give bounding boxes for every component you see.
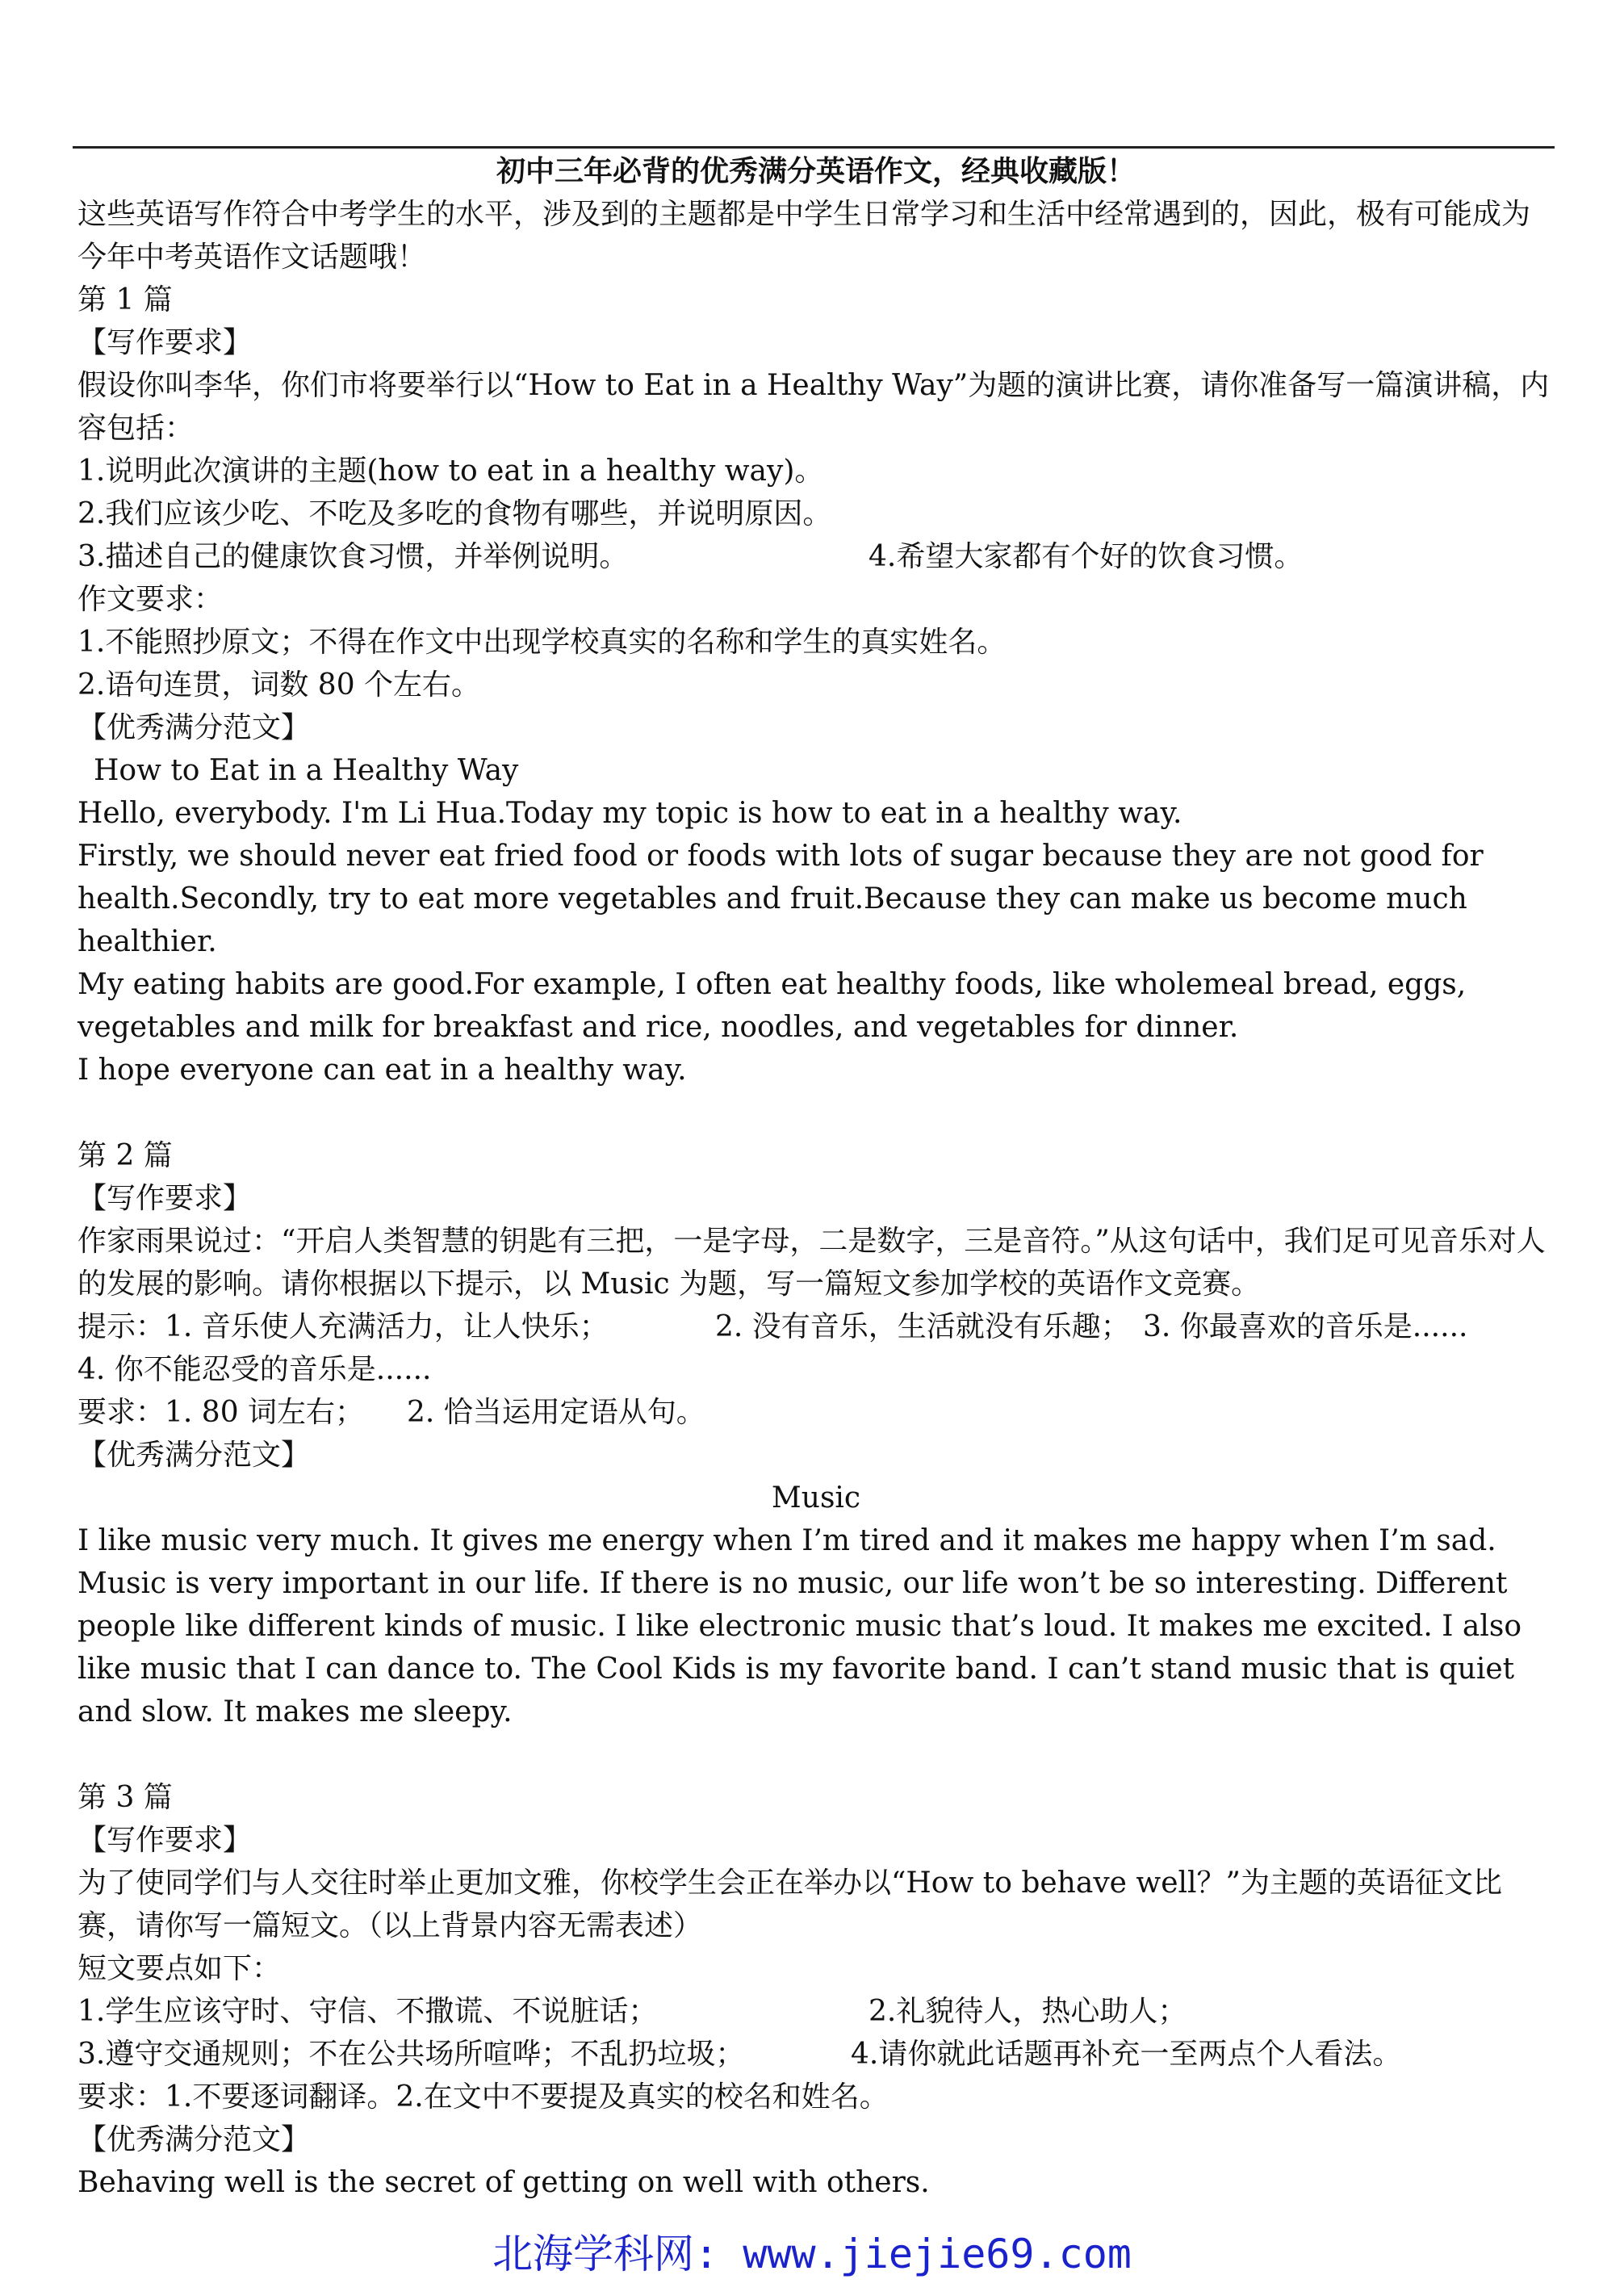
essay-1-heading: 第 1 篇 [77, 283, 173, 316]
top-rule [73, 146, 1555, 149]
essay-3-sample-label: 【优秀满分范文】 [77, 2123, 311, 2156]
essay-2-body: I like music very much. It gives me energy when I’m tired and it makes me happy when I’m sad. Music is very important in our life. If there is no music, our life won’t be so interesting. Different people like different kinds of music. I like electronic music that’s loud. It makes me excited. I also like music that I can dance to. The Cool Kids is my favorite band. I can’t stand music that is quiet and slow. It makes me sleepy. [77, 1524, 1531, 1728]
essay-1-point-1: 1.说明此次演讲的主题(how to eat in a healthy way)。 [77, 455, 824, 488]
document-title: 初中三年必背的优秀满分英语作文，经典收藏版！ [496, 154, 1136, 188]
essay-1-requirement-label: 【写作要求】 [77, 326, 253, 359]
intro-paragraph: 这些英语写作符合中考学生的水平，涉及到的主题都是中学生日常学习和生活中经常遇到的，因此，极有可能成为今年中考英语作文话题哦！ [77, 198, 1531, 274]
essay-3-point-1: 1.学生应该守时、守信、不撒谎、不说脏话； [77, 1995, 658, 2028]
essay-2-sample-title: Music [771, 1481, 861, 1515]
essay-2-sample-label: 【优秀满分范文】 [77, 1439, 311, 1472]
document-body [77, 150, 1555, 2204]
essay-1-paragraph-3: My eating habits are good.For example, I often eat healthy foods, like wholemeal bread, eggs, vegetables and milk for breakfast and rice, noodles, and vegetables for dinner. [77, 968, 1475, 1044]
spacer [77, 1091, 1555, 1134]
essay-3-first-line: Behaving well is the secret of getting on well with others. [77, 2166, 930, 2199]
essay-3-requirement-label: 【写作要求】 [77, 1824, 253, 1857]
essay-2-hint-3: 3. 你最喜欢的音乐是...... [1143, 1310, 1468, 1343]
essay-2-requirement-2: 2. 恰当运用定语从句。 [407, 1396, 705, 1429]
essay-3-point-4: 4.请你就此话题再补充一至两点个人看法。 [851, 2038, 1402, 2071]
essay-2-heading: 第 2 篇 [77, 1139, 173, 1172]
spacer [77, 1733, 1555, 1776]
essay-3-points-label: 短文要点如下： [77, 1952, 282, 1985]
essay-1-paragraph-4: I hope everyone can eat in a healthy way. [77, 1054, 687, 1087]
essay-1-rule-1: 1.不能照抄原文；不得在作文中出现学校真实的名称和学生的真实姓名。 [77, 626, 1007, 659]
essay-1-paragraph-2: Firstly, we should never eat fried food or foods with lots of sugar because they are not good for health.Secondly, try to eat more vegetables and fruit.Because they can make us become much healthier. [77, 840, 1493, 958]
essay-1-sample-title: How to Eat in a Healthy Way [94, 754, 519, 787]
essay-2-hint-2: 2. 没有音乐，生活就没有乐趣； [715, 1310, 1130, 1343]
essay-1-point-2: 2.我们应该少吃、不吃及多吃的食物有哪些，并说明原因。 [77, 497, 832, 530]
essay-3-prompt: 为了使同学们与人交往时举止更加文雅，你校学生会正在举办以“How to behave well？”为主题的英语征文比赛，请你写一篇短文。（以上背景内容无需表述） [77, 1867, 1502, 1942]
essay-1-point-4: 4.希望大家都有个好的饮食习惯。 [869, 540, 1304, 573]
essay-3-point-3: 3.遵守交通规则；不在公共场所喧哗；不乱扔垃圾； [77, 2038, 745, 2071]
footer-site-link[interactable]: 北海学科网: www.jiejie69.com [492, 2231, 1132, 2277]
essay-1-points-3-4 [77, 535, 1555, 578]
essay-2-hint-4: 4. 你不能忍受的音乐是...... [77, 1353, 432, 1386]
essay-2-hints-row [77, 1305, 1555, 1348]
essay-3-points-1-2 [77, 1990, 1555, 2033]
essay-2-hint-1: 提示：1. 音乐使人充满活力，让人快乐； [77, 1310, 609, 1343]
essay-1-prompt: 假设你叫李华，你们市将要举行以“How to Eat in a Healthy Way”为题的演讲比赛，请你准备写一篇演讲稿，内容包括： [77, 369, 1550, 445]
essay-2-requirements-row [77, 1391, 1555, 1434]
essay-1-rule-2: 2.语句连贯，词数 80 个左右。 [77, 668, 481, 702]
essay-2-requirement-1: 要求：1. 80 词左右； [77, 1396, 365, 1429]
essay-2-prompt: 作家雨果说过：“开启人类智慧的钥匙有三把，一是字母，二是数字，三是音符。”从这句话中，我们足可见音乐对人的发展的影响。请你根据以下提示，以 Music 为题，写一篇短文参加学校的英语作文竞赛。 [77, 1225, 1546, 1301]
essay-3-point-2: 2.礼貌待人，热心助人； [869, 1995, 1187, 2028]
essay-1-sample-label: 【优秀满分范文】 [77, 711, 311, 744]
essay-1-point-3: 3.描述自己的健康饮食习惯，并举例说明。 [77, 540, 629, 573]
essay-3-heading: 第 3 篇 [77, 1781, 173, 1814]
essay-2-requirement-label: 【写作要求】 [77, 1182, 253, 1215]
essay-3-requirement: 要求：1.不要逐词翻译。2.在文中不要提及真实的校名和姓名。 [77, 2080, 889, 2114]
essay-1-rules-label: 作文要求： [77, 583, 224, 616]
essay-1-paragraph-1: Hello, everybody. I'm Li Hua.Today my topic is how to eat in a healthy way. [77, 797, 1182, 830]
essay-3-points-3-4 [77, 2033, 1555, 2076]
